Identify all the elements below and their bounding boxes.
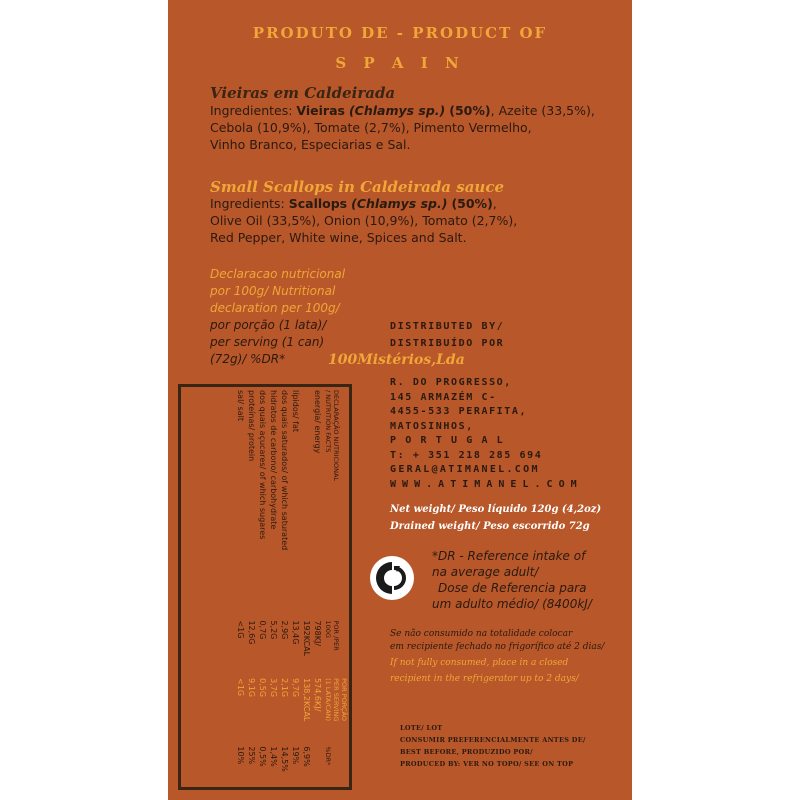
storage-line4: recipient in the refrigerator up to 2 days/ [390,674,579,684]
storage-line3: If not fully consumed, place in a closed [390,658,569,668]
nutrient-label [301,387,312,617]
nutrient-per100: 5,2G [269,620,278,640]
distributor-heading-pt: DISTRIBUÍDO POR [390,338,505,349]
origin-header-line2: S P A I N [335,54,465,72]
species-pt: (Chlamys sp.) [348,103,446,118]
table-row [268,387,279,787]
nutrition-facts-box [178,384,352,790]
green-dot-recycling-icon [370,556,414,600]
origin-header-line1: PRODUTO DE - PRODUCT OF [252,24,548,42]
table-row [290,387,301,787]
title-english: Small Scallops in Caldeirada sauce [210,178,504,196]
nutrient-serving: 138,2KCAL [302,678,311,722]
nutrient-dr: 1,4% [269,746,278,767]
nutrition-table-header [323,387,349,787]
address-line1: R. DO PROGRESSO, [390,377,512,388]
nutrient-serving: 9,7G [291,678,300,698]
nutrient-dr: 19% [291,746,300,765]
nutrition-intro-line6: (72g)/ %DR* [210,352,286,366]
ingredients-portuguese [210,102,620,153]
main-ingredient-en: Scallops [288,196,348,211]
table-row [279,387,290,787]
nutrient-serving: 574,6KJ/ [313,678,322,712]
nutrition-intro-line2: por 100g/ Nutritional [210,284,336,298]
nutrition-header-label: DECLARAÇÃO NUTRICIONAL / NUTRITION FACTS [324,390,340,482]
nutrient-dr [312,743,323,787]
nutrient-per100: 192KCAL [302,620,311,657]
reference-line1: *DR - Reference intake of [432,549,586,563]
ingredients-line2-pt: Cebola (10,9%), Tomate (2,7%), Pimento Vermelho, [210,120,532,135]
storage-line1: Se não consumido na totalidade colocar [390,629,573,639]
reference-line3: Dose de Referencia para [438,581,587,595]
nutrient-label: dos quais saturados/ of which saturated [280,390,289,551]
nutrition-header-serving: POR PORÇÃO PER SERVING (1 LATA/CAN) [324,678,348,722]
nutrition-facts-rotated [181,387,349,787]
nutrient-serving: 3,7G [269,678,278,698]
nutrient-serving: 9,1G [247,678,256,698]
nutrient-label: sal/ salt [236,390,245,421]
distributor-email: GERAL@ATIMANEL.COM [390,464,540,475]
nutrition-header-per100: POR /PER 100G [324,620,340,651]
net-weight: Net weight/ Peso líquido 120g (4,2oz) [390,504,602,515]
ingredients-label-pt: Ingredientes: [210,103,293,118]
nutrient-dr: 6,9% [302,746,311,767]
nutrition-intro [210,266,345,368]
percent-pt: (50%) [449,103,491,118]
nutrition-intro-line4: por porção (1 lata)/ [210,318,327,332]
nutrient-serving: 0,5G [258,678,267,698]
nutrient-label: dos quais açucares/ of which sugares [258,390,267,540]
nutrient-per100: 2,9G [280,620,289,640]
address-line4: MATOSINHOS, [390,420,474,432]
nutrient-per100: <1G [236,620,245,639]
address-line3: 4455-533 PERAFITA, [390,406,528,417]
table-row [246,387,257,787]
nutrient-dr: 10% [236,746,245,765]
nutrient-per100: 0,7G [258,620,267,640]
nutrient-dr: 14,5% [280,746,289,772]
distributor-heading [390,320,504,350]
nutrient-serving: 2,1G [280,678,289,698]
nutrition-header-dr: %DR* [324,746,332,766]
ingredients-rest-pt: , Azeite (33,5%), [490,103,595,118]
ingredients-label-en: Ingredients: [210,196,285,211]
lot-line1: LOTE/ LOT [400,724,443,732]
nutrient-label: energia/ energy [313,390,322,454]
nutrient-dr: 0,5% [258,746,267,767]
nutrient-dr: 25% [247,746,256,765]
nutrient-per100: 798KJ/ [313,620,322,647]
nutrient-per100: 13,4G [291,620,300,645]
table-row [257,387,268,787]
product-label [168,0,632,800]
lot-line2: CONSUMIR PREFERENCIALMENTE ANTES DE/ [400,736,586,744]
nutrition-intro-line1: Declaracao nutricional [210,267,346,281]
distributor-brand: 100Mistérios,Lda [328,352,465,368]
ingredients-line3-en: Red Pepper, White wine, Spices and Salt. [210,230,467,245]
nutrient-serving: <1G [236,678,245,697]
reference-intake [432,548,592,612]
title-portuguese: Vieiras em Caldeirada [210,84,396,102]
ingredients-line3-pt: Vinho Branco, Especiarias e Sal. [210,137,411,152]
reference-line2: na average adult/ [432,565,539,579]
nutrient-per100: 12,6G [247,620,256,645]
nutrition-intro-line3: declaration per 100g/ [210,301,340,315]
lot-info [400,722,586,770]
table-row [301,387,312,787]
lot-line4: PRODUCED BY: VER NO TOPO/ SEE ON TOP [400,760,574,768]
ingredients-line2-en: Olive Oil (33,5%), Onion (10,9%), Tomato (2,7%), [210,213,518,228]
distributor-heading-en: DISTRIBUTED BY/ [390,321,505,332]
storage-instructions [390,628,604,686]
address-line5: P O R T U G A L [390,435,505,446]
distributor-phone: T: + 351 218 285 694 [390,449,543,461]
main-ingredient-pt: Vieiras [296,103,345,118]
address-line2: 145 ARMAZÉM C- [390,391,497,403]
table-row [235,387,246,787]
ingredients-english [210,195,620,246]
distributor-address [390,376,577,492]
ingredients-rest-en: , [492,196,497,211]
nutrition-intro-line5: per serving (1 can) [210,335,325,349]
nutrient-label: lípidos/ fat [291,390,300,432]
drained-weight: Drained weight/ Peso escorrido 72g [390,521,590,532]
storage-line2: em recipiente fechado no frigorífico até 2 dias/ [390,642,605,652]
lot-line3: BEST BEFORE, PRODUZIDO POR/ [400,748,533,756]
nutrient-label: proteínas/ protein [247,390,256,462]
percent-en: (50%) [451,196,493,211]
nutrient-label: hidratos de carbono/ carbohydrate [269,390,278,530]
table-row [312,387,323,787]
distributor-website: W W W . A T I M A N E L . C O M [390,478,577,490]
reference-line4: um adulto médio/ (8400kJ/ [432,597,592,611]
nutrition-table [235,387,349,787]
species-en: (Chlamys sp.) [351,196,448,211]
